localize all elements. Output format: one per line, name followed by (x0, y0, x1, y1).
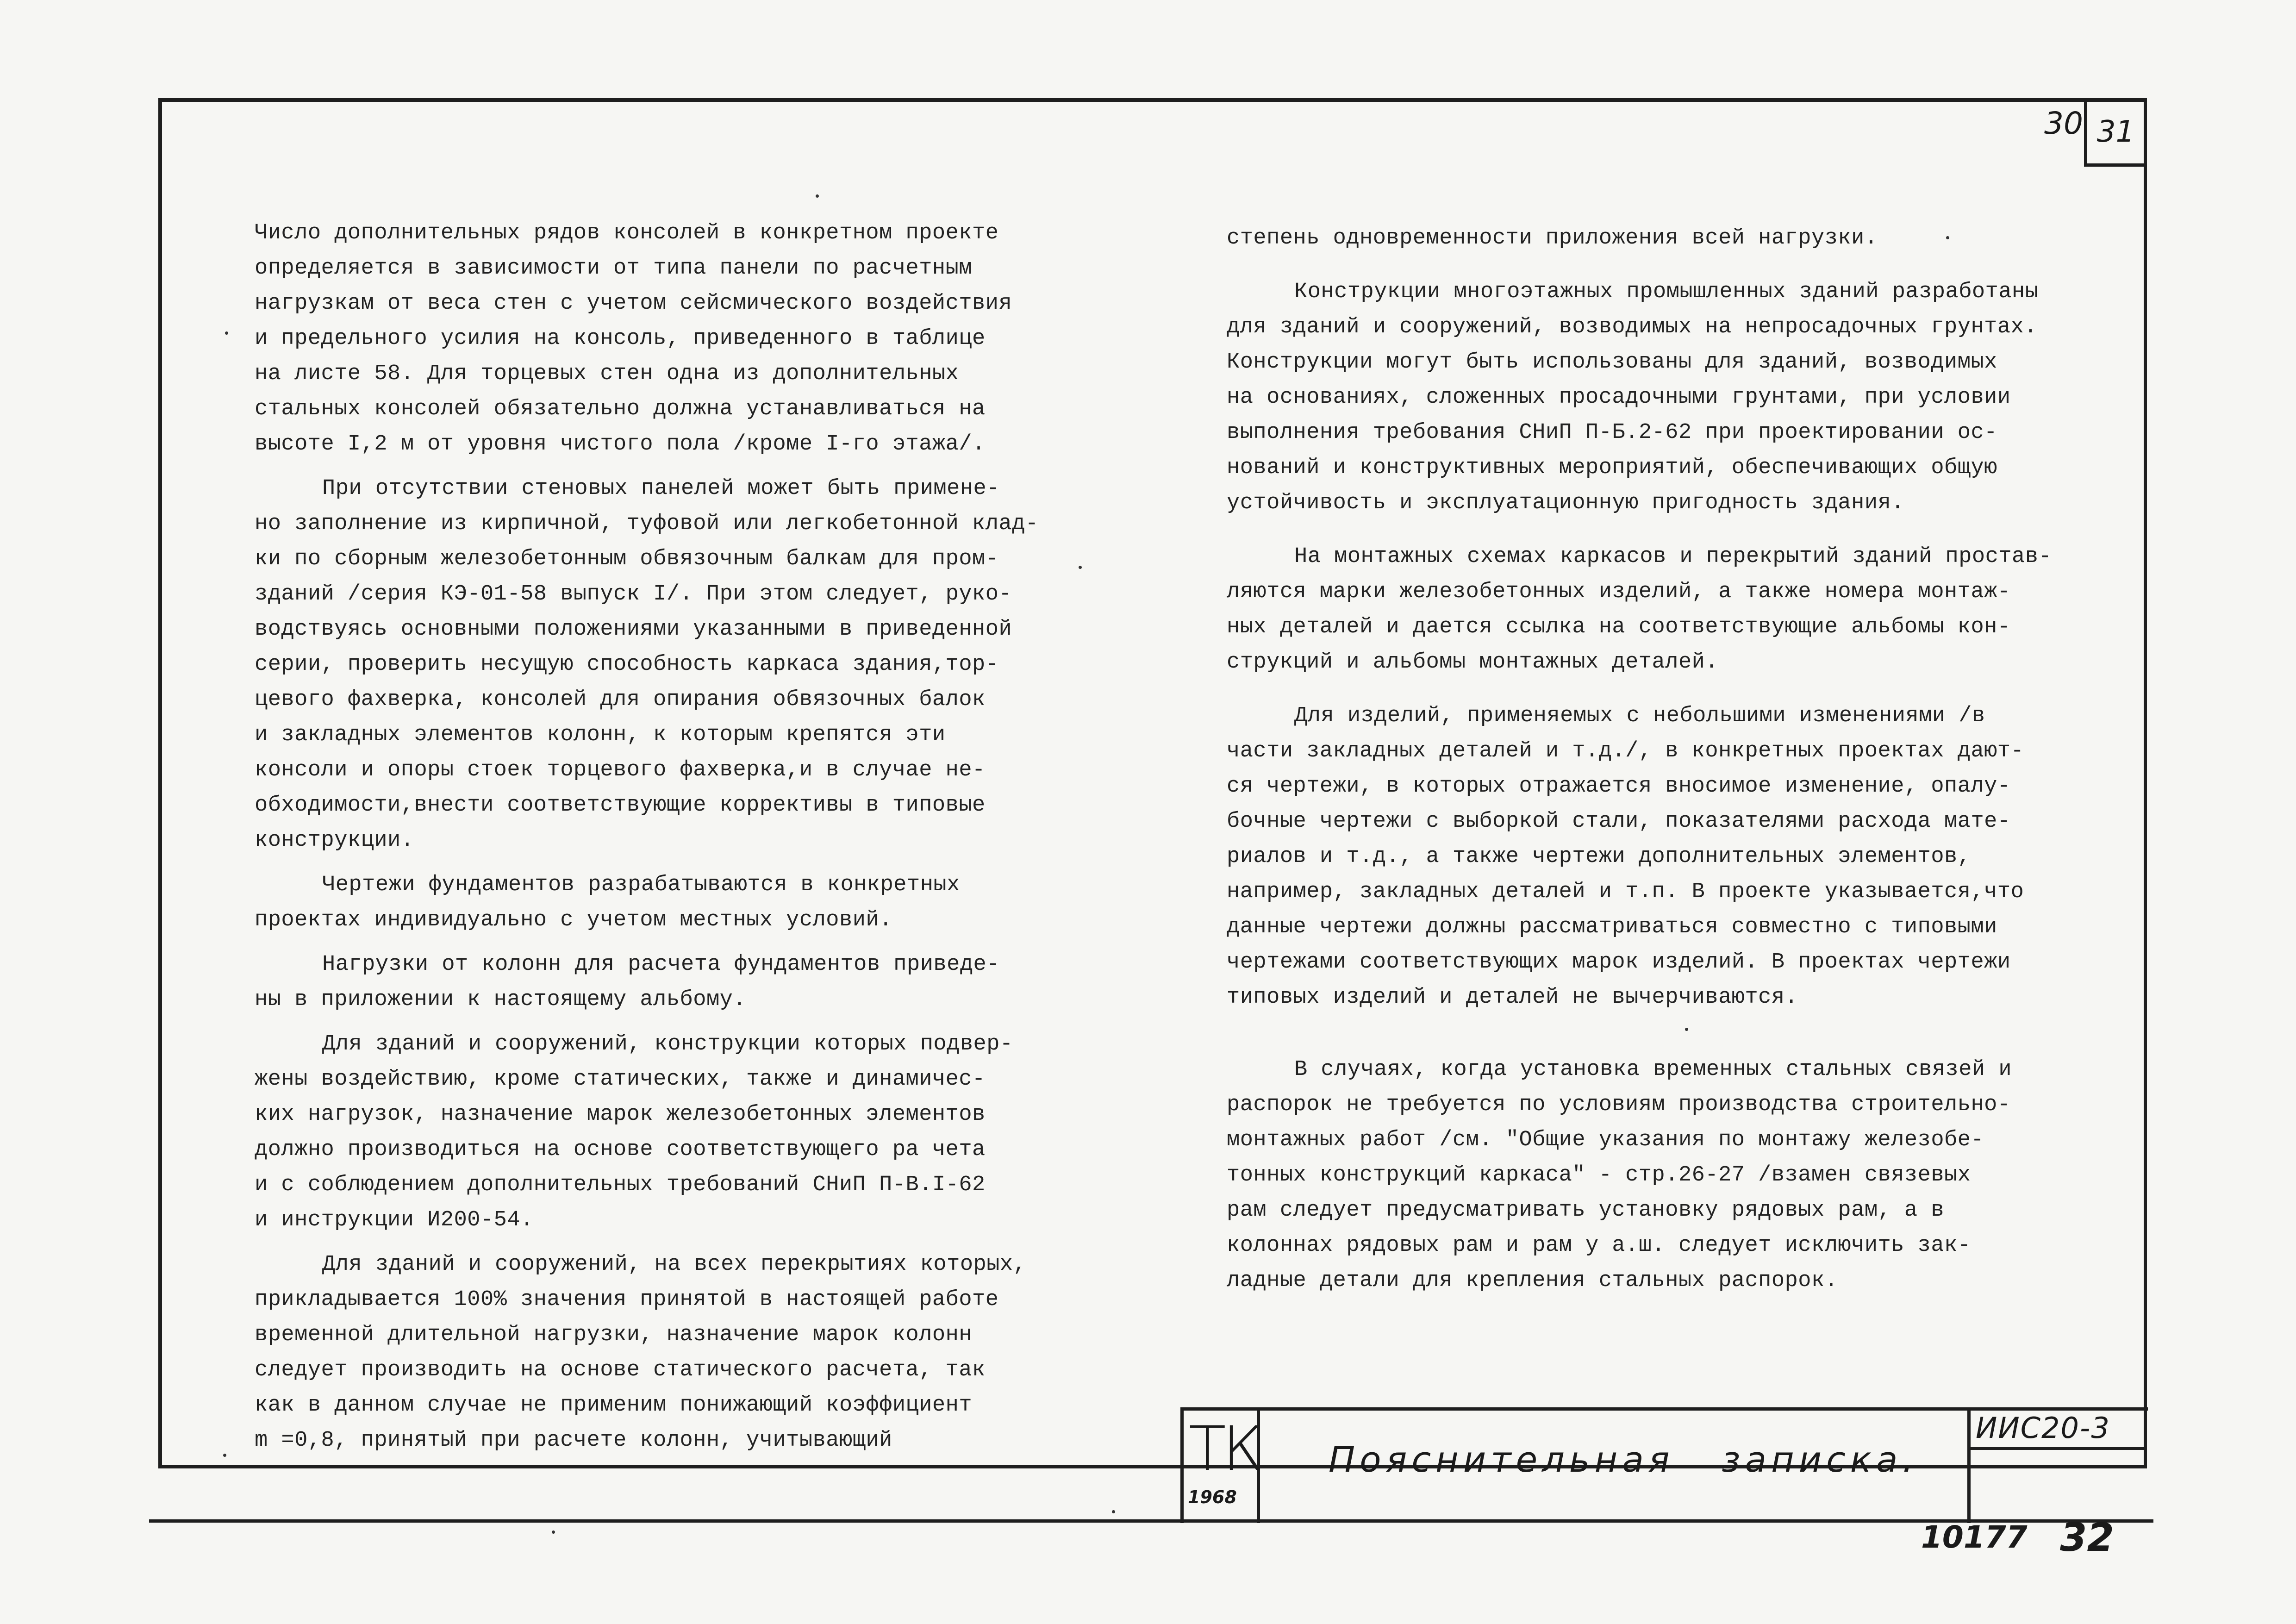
scan-speck (816, 194, 819, 198)
paragraph: При отсутствии стеновых панелей может быть примене- но заполнение из кирпичной, туфовой или легкобетонной клад- ки по сборным железобетонным обвязочным балкам для пром- зданий /серия КЭ-01-58 выпуск I/. При этом следует, руко- водствуясь основными положениями указанными в приведенной серии, проверить несущую способность каркаса здания,тор- цевого фахверка, консолей для опирания обвязочных балок и закладных элементов колонн, к которым крепятся эти консоли и опоры стоек торцевого фахверка,и в случае не- обходимости,внести соответствующие коррективы в типовые конструкции. (255, 476, 1039, 853)
scan-speck (1685, 1028, 1688, 1031)
left-text-column (255, 216, 1083, 1458)
document-title: Пояснительная записка. (1329, 1439, 1918, 1480)
title-block-code-line (1967, 1447, 2146, 1450)
tk-logo: ТК (1189, 1413, 1260, 1485)
paragraph: Для зданий и сооружений, на всех перекрытиях которых, прикладывается 100% значения принятой в настоящей работе временной длительной нагрузки, назначение марок колонн следует производить на основе статического расчета, так как в данном случае не применим понижающий коэффициент m =0,8, принятый при расчете колонн, учитывающий (255, 1252, 1027, 1453)
scan-speck (223, 1454, 226, 1457)
paragraph: В случаях, когда установка временных стальных связей и распорок не требуется по условиям производства строительно- монтажных работ /см. "Общие указания по монтажу железобе- тонных конструкций каркаса" - стр.26-27 /взамен связевых рам следует предусматривать установку рядовых рам, а в колоннах рядовых рам и рам у а.ш. следует исключить зак- ладные детали для крепления стальных распорок. (1227, 1057, 2012, 1293)
sheet-number: 32 (2060, 1515, 2114, 1560)
scan-speck (552, 1530, 555, 1534)
paragraph: Число дополнительных рядов консолей в конкретном проекте определяется в зависимости от типа панели по расчетным нагрузкам от веса стен с учетом сейсмического воздействия и предельного усилия на консоль, приведенного в таблице на листе 58. Для торцевых стен одна из дополнительных стальных консолей обязательно должна устанавливаться на высоте I,2 м от уровня чистого пола /кроме I-го этажа/. (255, 221, 1012, 456)
page-number-outer: 30 (2044, 106, 2083, 141)
scan-speck (1946, 236, 1949, 239)
paragraph: Для изделий, применяемых с небольшими изменениями /в части закладных деталей и т.д./, в конкретных проектах дают- ся чертежи, в которых отражается вносимое изменение, опалу- бочные чертежи с выборкой стали, показателями расхода мате- риалов и т.д., а также чертежи дополнительных элементов, например, закладных деталей и т.п. В проекте указывается,что данные чертежи должны рассматриваться совместно с типовыми чертежами соответствующих марок изделий. В проектах чертежи типовых изделий и деталей не вычерчиваются. (1227, 704, 2024, 1010)
title-block-divider (1967, 1407, 1971, 1523)
paragraph: Чертежи фундаментов разрабатываются в конкретных проектах индивидуально с учетом местных условий. (255, 873, 960, 932)
paragraph: Нагрузки от колонн для расчета фундаментов приведе- ны в приложении к настоящему альбому. (255, 952, 1000, 1012)
paragraph: степень одновременности приложения всей нагрузки. (1227, 226, 1878, 250)
paragraph: Для зданий и сооружений, конструкции которых подвер- жены воздействию, кроме статических, также и динамичес- ких нагрузок, назначение марок железобетонных элементов должно производиться на основе соответствующего ра чета и с соблюдением дополнительных требований СНиП П-В.I-62 и инструкции И200-54. (255, 1032, 1013, 1232)
page-number-box: 31 (2084, 100, 2144, 167)
scan-speck (225, 331, 228, 335)
right-text-column (1227, 221, 2120, 1299)
document-code: ИИС20-3 (1976, 1411, 2110, 1445)
paragraph: Конструкции многоэтажных промышленных зданий разработаны для зданий и сооружений, возводимых на непросадочных грунтах. Конструкции могут быть использованы для зданий, возводимых на основаниях, сложенных просадочными грунтами, при условии выполнения требования СНиП П-Б.2-62 при проектировании ос- нований и конструктивных мероприятий, обеспечивающих общую устойчивость и эксплуатационную пригодность здания. (1227, 280, 2039, 515)
scan-speck (1112, 1510, 1115, 1513)
paragraph: На монтажных схемах каркасов и перекрытий зданий простав- ляются марки железобетонных изделий, а также номера монтаж- ных деталей и дается ссылка на соответствующие альбомы кон- струкций и альбомы монтажных деталей. (1227, 544, 2052, 675)
scan-speck (1079, 566, 1082, 569)
archive-number: 10177 (1921, 1519, 2028, 1555)
logo-year: 1968 (1188, 1487, 1237, 1507)
